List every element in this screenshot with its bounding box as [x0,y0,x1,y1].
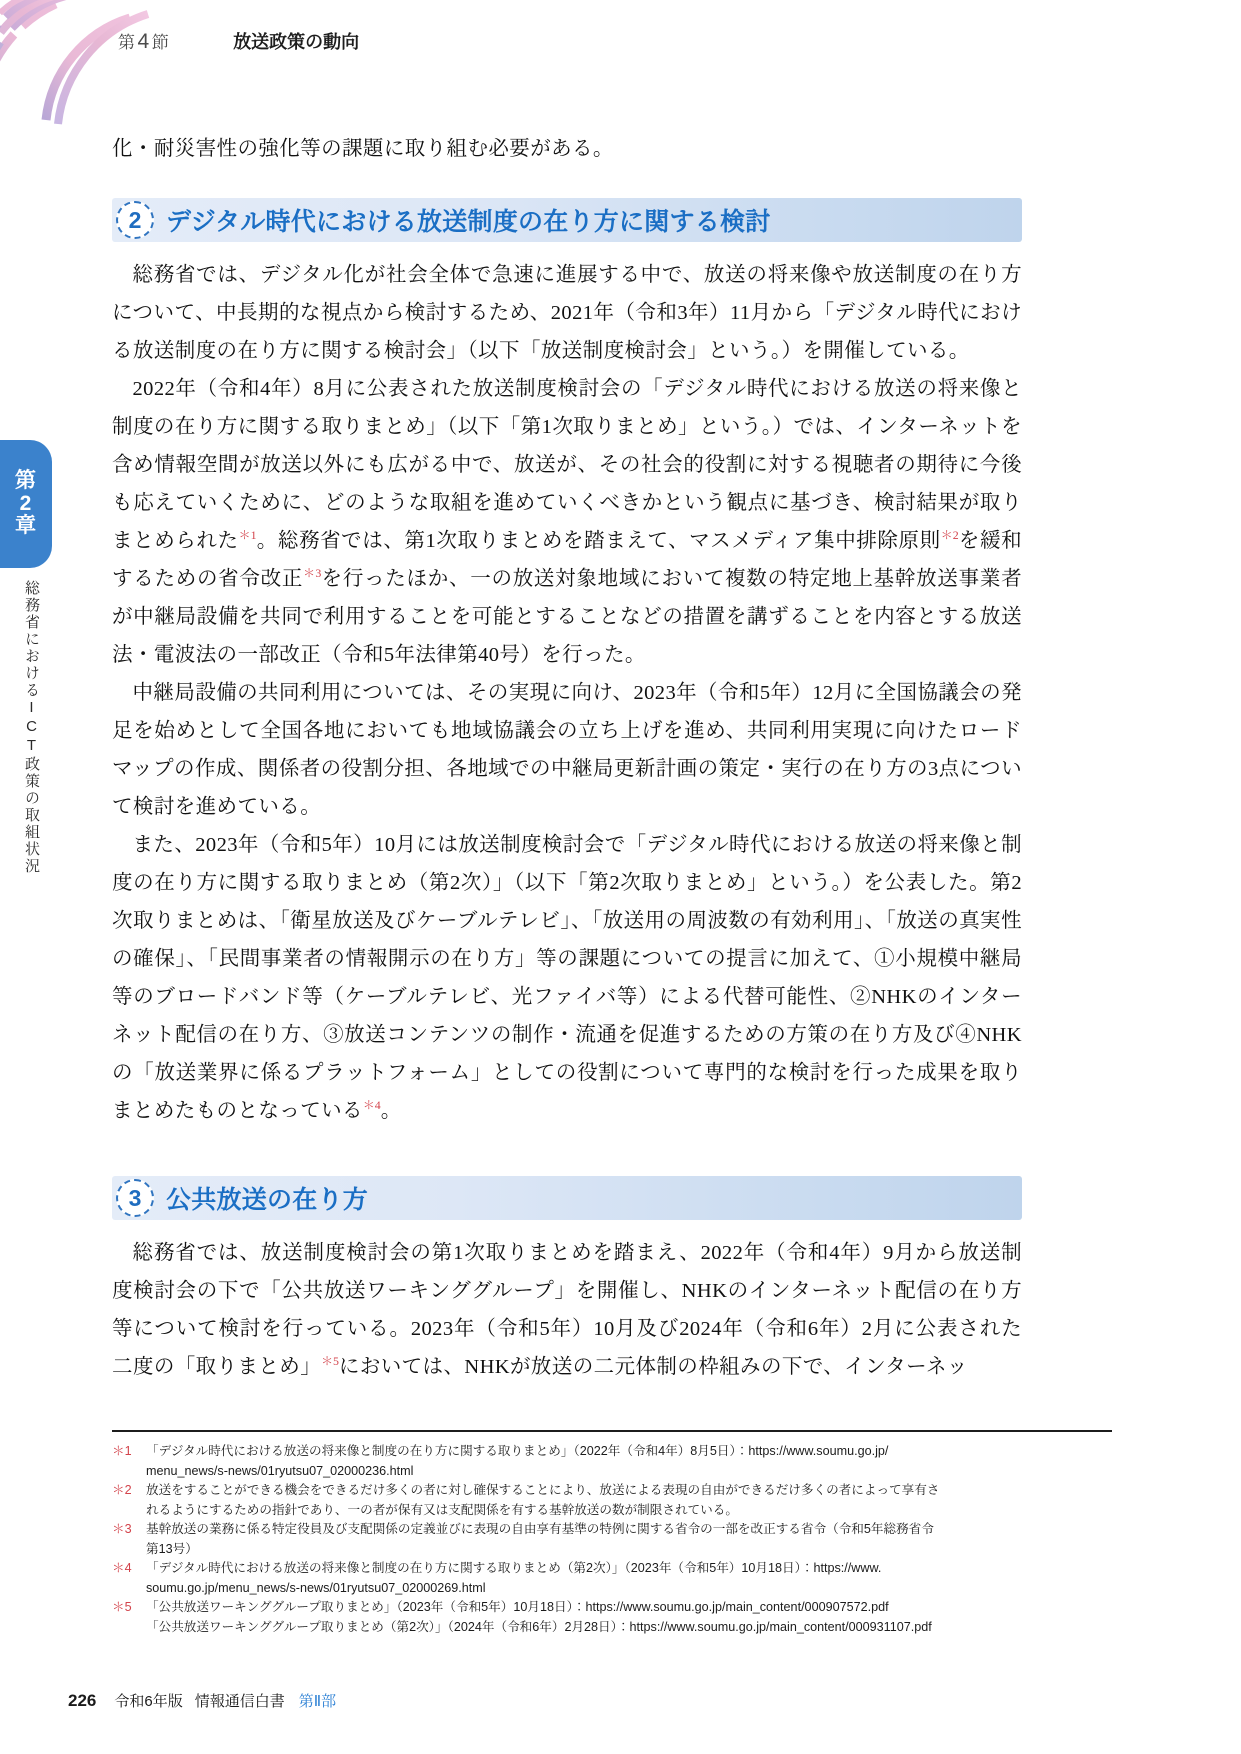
footnote-line: れるようにするための指針であり、一の者が保有又は支配関係を有する基幹放送の数が制限されている。 [146,1502,738,1517]
page-number: 226 [68,1691,97,1710]
corner-decoration-arcs [0,0,170,130]
footnote-reference: ＊1 [238,528,257,543]
footnote-text [146,1598,1112,1637]
footnote-item [112,1520,1112,1559]
footnote-item [112,1442,1112,1481]
chapter-tab-line1: 第 [15,468,37,492]
section-number-badge: 3 [116,1179,154,1217]
section-number-badge: 2 [116,201,154,239]
footnote-line: soumu.go.jp/menu_news/s-news/01ryutsu07_02000269.html [146,1580,486,1595]
chapter-side-label: 総務省におけるICT政策の取組状況 [23,580,40,875]
footnote-item [112,1598,1112,1637]
running-head-section-title: 放送政策の動向 [233,32,360,52]
section-heading-title: デジタル時代における放送制度の在り方に関する検討 [166,208,771,236]
paragraph: 総務省では、放送制度検討会の第1次取りまとめを踏まえ、2022年（令和4年）9月から放送制度検討会の下で「公共放送ワーキンググループ」を開催し、NHKのインターネット配信の在り方等について検討を行っている。2023年（令和5年）10月及び2024年（令和6年）2月に公表された二度の「取りまとめ」$^{*5}$においては、NHKが放送の二元体制の枠組みの下で、インターネッ [112,1242,1022,1378]
footnote-text [146,1559,1112,1598]
footer-part: 第Ⅱ部 [298,1693,337,1710]
section-heading-3 [112,1176,1022,1220]
page-footer [68,1690,336,1711]
footnote-item [112,1481,1112,1520]
chapter-tab-line2: 2 [19,491,33,515]
footnote-marker: ＊4 [112,1561,132,1575]
footnote-line: 基幹放送の業務に係る特定役員及び支配関係の定義並びに表現の自由享有基準の特例に関する省令の一部を改正する省令（令和5年総務省令 [146,1522,934,1536]
footnotes-block [112,1442,1112,1637]
footnote-marker: ＊5 [112,1600,132,1614]
footnote-line: menu_news/s-news/01ryutsu07_02000236.html [146,1463,414,1478]
footer-document-title: 情報通信白書 [194,1693,285,1710]
section-heading-title: 公共放送の在り方 [166,1186,369,1214]
footnote-reference: ＊2 [940,528,959,543]
footnote-reference: ＊4 [362,1098,381,1113]
footnote-text [146,1520,1112,1559]
running-head-section-number: 第4 節 [118,30,170,53]
running-head [118,28,359,54]
section-heading-2 [112,198,1022,242]
footnote-text [146,1442,1112,1481]
paragraph: 中継局設備の共同利用については、その実現に向け、2023年（令和5年）12月に全国協議会の発足を始めとして全国各地においても地域協議会の立ち上げを進め、共同利用実現に向けたロードマップの作成、関係者の役割分担、各地域での中継局更新計画の策定・実行の在り方の3点について検討を進めている。 [112,682,1022,818]
footnote-reference: ＊3 [303,566,322,581]
footnote-text [146,1481,1112,1520]
paragraph: また、2023年（令和5年）10月には放送制度検討会で「デジタル時代における放送の将来像と制度の在り方に関する取りまとめ（第2次）」（以下「第2次取りまとめ」という。）を公表した。第2次取りまとめは、「衛星放送及びケーブルテレビ」、「放送用の周波数の有効利用」、「放送の真実性の確保」、「民間事業者の情報開示の在り方」等の課題についての提言に加えて、①小規模中継局等のブロードバンド等（ケーブルテレビ、光ファイバ等）による代替可能性、②NHKのインターネット配信の在り方、③放送コンテンツの制作・流通を促進するための方策の在り方及び④NHKの「放送業界に係るプラットフォーム」としての役割について専門的な検討を行った成果を取りまとめたものとなっている$^{*4}$。 [112,834,1022,1122]
footnote-divider [112,1430,1112,1432]
intro-paragraph: 化・耐災害性の強化等の課題に取り組む必要がある。 [112,138,614,160]
footnote-marker: ＊2 [112,1483,132,1497]
footnote-line: 「デジタル時代における放送の将来像と制度の在り方に関する取りまとめ（第2次）」（2023年（令和5年）10月18日）：https://www. [146,1561,882,1575]
chapter-tab-line3: 章 [15,514,37,538]
footnote-reference: ＊5 [321,1354,339,1369]
footnote-line: 第13号） [146,1541,198,1556]
footnote-line: 「デジタル時代における放送の将来像と制度の在り方に関する取りまとめ」（2022年（令和4年）8月5日）：https://www.soumu.go.jp/ [146,1444,889,1458]
footnote-item [112,1559,1112,1598]
paragraph: 2022年（令和4年）8月に公表された放送制度検討会の「デジタル時代における放送の将来像と制度の在り方に関する取りまとめ」（以下「第1次取りまとめ」という。）では、インターネットを含め情報空間が放送以外にも広がる中で、放送が、その社会的役割に対する視聴者の期待に今後も応えていくために、どのような取組を進めていくべきかという観点に基づき、検討結果が取りまとめられた$^{*1}$。総務省では、第1次取りまとめを踏まえて、マスメディア集中排除原則$^{*2}$を緩和するための省令改正$^{*3}$を行ったほか、一の放送対象地域において複数の特定地上基幹放送事業者が中継局設備を共同で利用することを可能とすることなどの措置を講ずることを内容とする放送法・電波法の一部改正（令和5年法律第40号）を行った。 [112,378,1023,666]
footer-edition: 令和6年版 [114,1693,183,1710]
footnote-marker: ＊1 [112,1444,132,1458]
chapter-tab [0,440,52,568]
paragraph: 総務省では、デジタル化が社会全体で急速に進展する中で、放送の将来像や放送制度の在り方について、中長期的な視点から検討するため、2021年（令和3年）11月から「デジタル時代における放送制度の在り方に関する検討会」（以下「放送制度検討会」という。）を開催している。 [112,264,1022,362]
footnote-marker: ＊3 [112,1522,132,1536]
footnote-line: 「公共放送ワーキンググループ取りまとめ（第2次）」（2024年（令和6年）2月28日）：https://www.soumu.go.jp/main_content/000931107.pdf [146,1619,932,1634]
footnote-line: 「公共放送ワーキンググループ取りまとめ」（2023年（令和5年）10月18日）：https://www.soumu.go.jp/main_content/000907572.pdf [146,1600,889,1614]
page-content [112,130,1022,1386]
footnote-line: 放送をすることができる機会をできるだけ多くの者に対し確保することにより、放送による表現の自由ができるだけ多くの者によって享有さ [146,1483,940,1497]
